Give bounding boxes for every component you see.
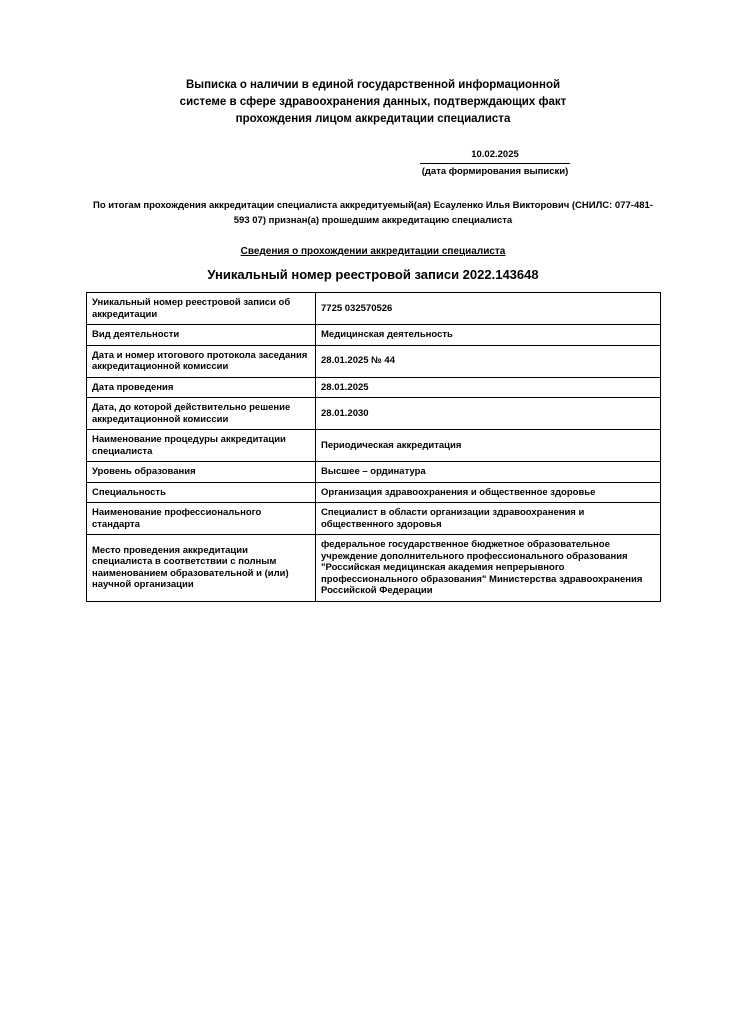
section-heading: Сведения о прохождении аккредитации специалиста — [240, 246, 506, 257]
table-row-value: Периодическая аккредитация — [316, 430, 661, 462]
table-row-value: 28.01.2025 № 44 — [316, 345, 661, 377]
accreditation-details-table — [86, 292, 661, 602]
table-row-value: федеральное государственное бюджетное образовательное учреждение дополнительного профессионального образования "Российская медицинская академия непрерывного профессионального образования" Министерства здравоохранения Российской Федерации — [316, 535, 661, 602]
table-row-value: 28.01.2030 — [316, 398, 661, 430]
table-row-label: Уровень образования — [87, 462, 316, 483]
accreditation-summary-line: По итогам прохождения аккредитации специалиста аккредитуемый(ая) Есауленко Илья Викторович (СНИЛС: 077-481- — [93, 200, 653, 211]
extract-date: 10.02.2025 — [420, 149, 570, 164]
table-row — [87, 377, 661, 398]
document-title-line: системе в сфере здравоохранения данных, подтверждающих факт — [179, 96, 567, 108]
table-row-value: Организация здравоохранения и общественное здоровье — [316, 482, 661, 503]
document-title-line: прохождения лицом аккредитации специалиста — [235, 113, 511, 125]
table-row — [87, 325, 661, 346]
extract-date-caption: (дата формирования выписки) — [421, 166, 569, 177]
table-row — [87, 535, 661, 602]
table-row — [87, 503, 661, 535]
table-row — [87, 293, 661, 325]
table-row-value: 7725 032570526 — [316, 293, 661, 325]
table-row — [87, 345, 661, 377]
table-row-label: Наименование профессионального стандарта — [87, 503, 316, 535]
extract-date-block — [420, 149, 570, 178]
table-row-value: Высшее – ординатура — [316, 462, 661, 483]
table-row — [87, 462, 661, 483]
table-row-label: Дата, до которой действительно решение аккредитационной комиссии — [87, 398, 316, 430]
registry-number-heading: Уникальный номер реестровой записи 2022.143648 — [207, 267, 539, 282]
table-row-value: 28.01.2025 — [316, 377, 661, 398]
table-row-label: Наименование процедуры аккредитации специалиста — [87, 430, 316, 462]
table-row-label: Специальность — [87, 482, 316, 503]
table-row-label: Дата и номер итогового протокола заседания аккредитационной комиссии — [87, 345, 316, 377]
table-row-label: Дата проведения — [87, 377, 316, 398]
document-title — [86, 77, 660, 128]
accreditation-summary — [86, 198, 660, 228]
table-row-value: Медицинская деятельность — [316, 325, 661, 346]
table-row-label: Вид деятельности — [87, 325, 316, 346]
accreditation-summary-line: 593 07) признан(а) прошедшим аккредитацию специалиста — [233, 215, 513, 226]
table-row — [87, 482, 661, 503]
table-row — [87, 430, 661, 462]
document-title-line: Выписка о наличии в единой государственной информационной — [185, 79, 561, 91]
table-row-label: Место проведения аккредитации специалиста в соответствии с полным наименованием образовательной и (или) научной организации — [87, 535, 316, 602]
table-row-value: Специалист в области организации здравоохранения и общественного здоровья — [316, 503, 661, 535]
table-row — [87, 398, 661, 430]
table-row-label: Уникальный номер реестровой записи об аккредитации — [87, 293, 316, 325]
